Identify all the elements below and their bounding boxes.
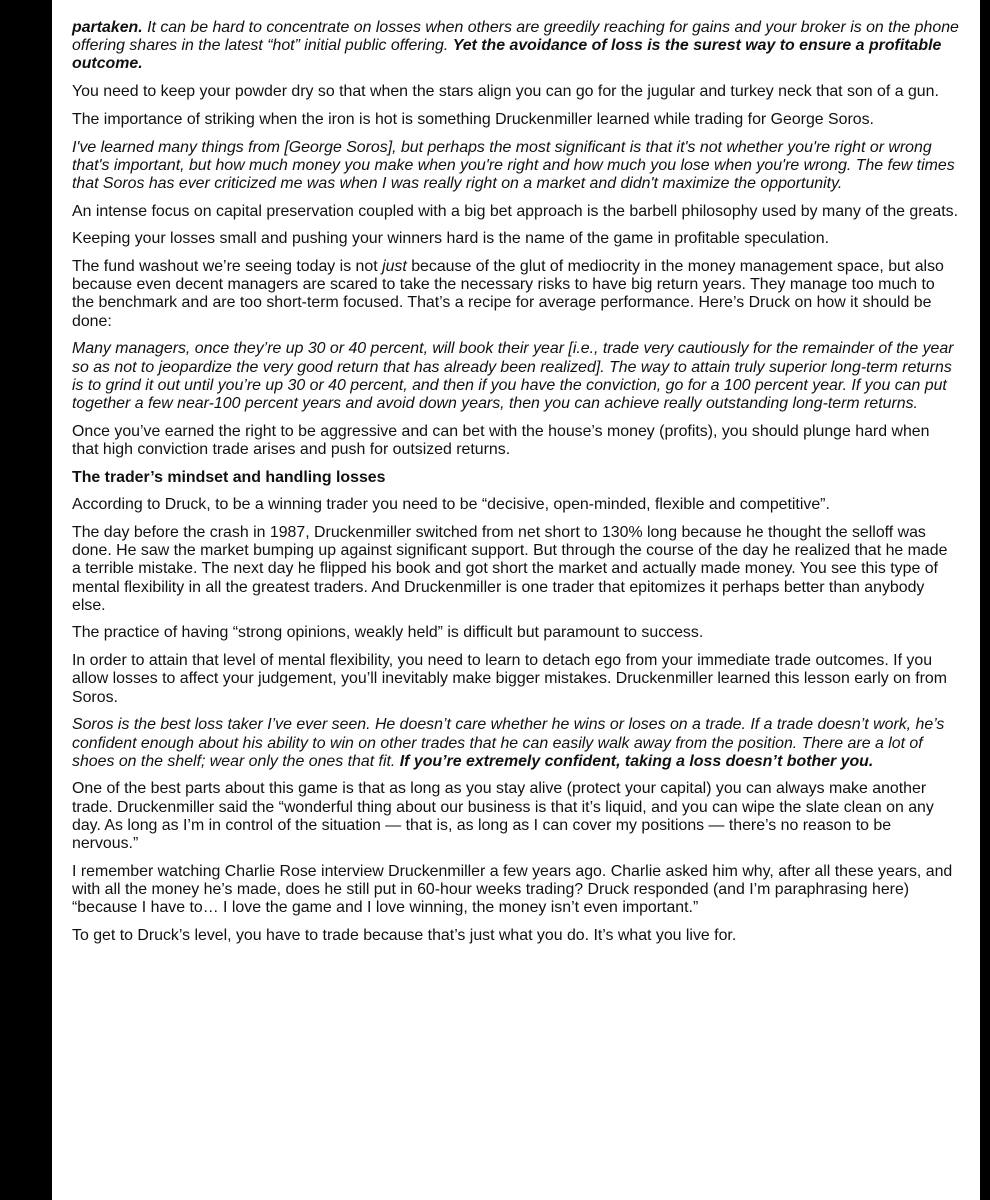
italic-quote-text: Soros is the best loss taker I’ve ever seen. He doesn’t care whether he wins or loses on a trade. If a trade doesn’t work, he’s confident enough about his ability to win on other trades that he can easily walk away from the position. There are a lot of shoes on the shelf; wear only the ones that fit. xyxy=(72,716,945,770)
quote-soros-lessons: I've learned many things from [George Soros], but perhaps the most significant is that it's not whether you're right or wrong that's important, but how much money you make when you're right and how much you lose when you're wrong. The few times that Soros has ever criticized me was when I was really right on a market and didn't maximize the opportunity. xyxy=(72,138,955,192)
bold-lead-text: partaken. xyxy=(72,19,143,36)
section-heading: The trader’s mindset and handling losses xyxy=(72,468,386,486)
bold-italic-text: If you’re extremely confident, taking a loss doesn’t bother you. xyxy=(399,752,874,770)
italic-text: It can be hard to concentrate on losses when others are greedily reaching for gains and your broker is on the phone offering shares in the latest “hot” initial public offering. xyxy=(72,19,959,55)
paragraph-winning-trader: According to Druck, to be a winning trader you need to be “decisive, open-minded, flexible and competitive”. xyxy=(72,496,830,514)
text-segment: because of the glut of mediocrity in the money management space, but also because even decent managers are scared to take the necessary risks to have big return years. They manage too much to the benchmark and are too short-term focused. That’s a recipe for average performance. Here’s Druck on how it should be done: xyxy=(72,258,944,330)
paragraph-mental-flexibility: In order to attain that level of mental flexibility, you need to learn to detach ego from your immediate trade outcomes. If you allow losses to affect your judgement, you’ll inevitably make bigger mistakes. Druckenmiller learned this lesson early on from Soros. xyxy=(72,652,947,706)
text-segment: The fund washout we’re seeing today is not xyxy=(72,258,383,276)
paragraph-losses-small: Keeping your losses small and pushing your winners hard is the name of the game in profitable speculation. xyxy=(72,230,830,248)
quote-many-managers: Many managers, once they’re up 30 or 40 percent, will book their year [i.e., trade very cautiously for the remainder of the year so as not to jeopardize the very good return that has already been realized]. The way to attain truly superior long-term returns is to grind it out until you’re up 30 or 40 percent, and then if you have the conviction, go for a 100 percent year. If you can put together a few near-100 percent years and avoid down years, then you can achieve really outstanding long-term returns. xyxy=(72,340,954,412)
paragraph-charlie-rose: I remember watching Charlie Rose interview Druckenmiller a few years ago. Charlie asked him why, after all these years, and with all the money he’s made, does he still put in 60-hour weeks trading? Druck responded (and I’m paraphrasing here) “because I have to… I love the game and I love winning, the money isn’t even important.” xyxy=(72,862,953,917)
italic-emphasis: just xyxy=(382,258,407,276)
quote-soros-loss-taker xyxy=(72,716,960,771)
paragraph-strong-opinions: The practice of having “strong opinions, weakly held” is difficult but paramount to success. xyxy=(72,624,704,642)
document-page xyxy=(52,0,980,1200)
paragraph-iron-hot: The importance of striking when the iron is hot is something Druckenmiller learned while trading for George Soros. xyxy=(72,110,874,128)
paragraph-partaken xyxy=(72,19,960,74)
paragraph-house-money: Once you’ve earned the right to be aggressive and can bet with the house’s money (profits), you should plunge hard when that high conviction trade arises and push for outsized returns. xyxy=(72,422,930,458)
paragraph-stay-alive: One of the best parts about this game is that as long as you stay alive (protect your capital) you can always make another trade. Druckenmiller said the “wonderful thing about our business is that it’s liquid, and you can wipe the slate clean on any day. As long as I’m in control of the situation — that is, as long as I can cover my positions — there’s no reason to be nervous.” xyxy=(72,780,934,853)
paragraph-crash-1987: The day before the crash in 1987, Druckenmiller switched from net short to 130% long because he thought the selloff was done. He saw the market bumping up against significant support. But through the course of the day he realized that he made a terrible mistake. The next day he flipped his book and got short the market and actually made money. You see this type of mental flexibility in all the greatest traders. And Druckenmiller is one trader that epitomizes it perhaps better than anybody else. xyxy=(72,523,948,614)
paragraph-barbell: An intense focus on capital preservation coupled with a big bet approach is the barbell philosophy used by many of the greats. xyxy=(72,202,959,220)
bold-italic-text: Yet the avoidance of loss is the surest way to ensure a profitable outcome. xyxy=(72,37,942,73)
paragraph-fund-washout xyxy=(72,258,960,331)
paragraph-druck-level: To get to Druck’s level, you have to trade because that’s just what you do. It’s what you live for. xyxy=(72,926,737,944)
paragraph-powder-dry: You need to keep your powder dry so that when the stars align you can go for the jugular and turkey neck that son of a gun. xyxy=(72,83,939,101)
